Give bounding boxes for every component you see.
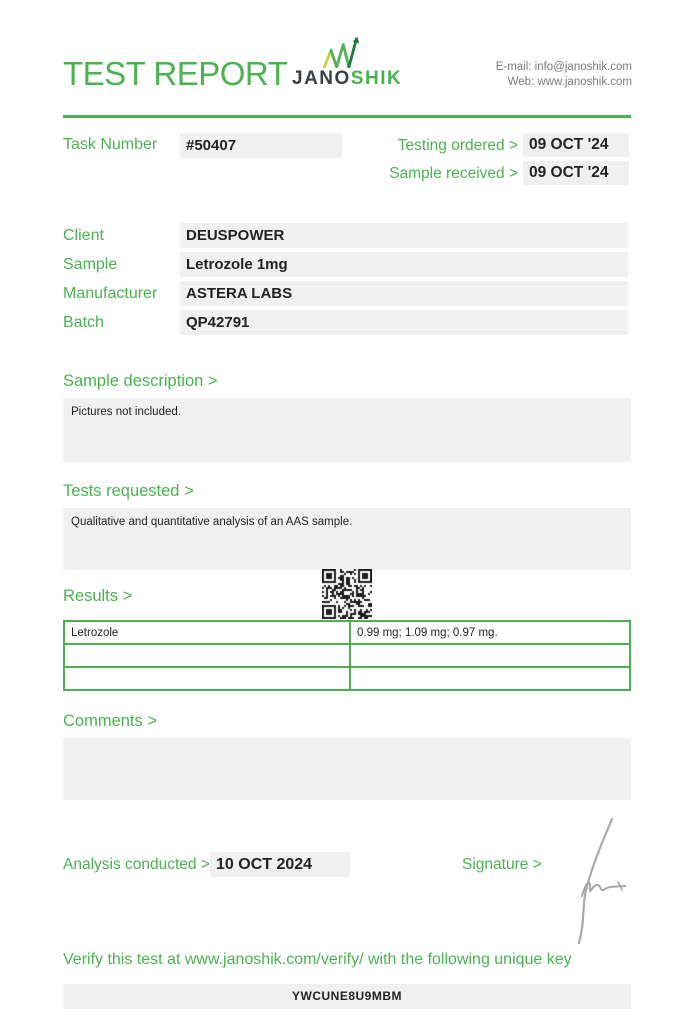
- batch-value: QP42791: [186, 314, 250, 331]
- result-substance: [64, 667, 350, 690]
- trending-chart-icon: [320, 36, 374, 68]
- task-number-field: [180, 133, 342, 158]
- table-row: [64, 667, 630, 690]
- analysis-date-field: [210, 852, 350, 877]
- client-field: [180, 223, 628, 248]
- tests-requested-heading: Tests requested >: [63, 482, 194, 500]
- analysis-date-value: 10 OCT 2024: [216, 856, 313, 873]
- result-value: [350, 667, 630, 690]
- manufacturer-value: ASTERA LABS: [186, 285, 293, 302]
- sample-field: [180, 252, 628, 277]
- manufacturer-label: Manufacturer: [63, 285, 158, 302]
- brand-jano: JANO: [292, 68, 351, 89]
- result-substance: Letrozole: [64, 621, 350, 644]
- comments-text: [63, 738, 631, 752]
- verify-instruction: Verify this test at www.janoshik.com/verify/ with the following unique key: [63, 951, 572, 968]
- brand-logo: [292, 36, 402, 90]
- signature-scribble-icon: [552, 816, 640, 946]
- testing-ordered-label: Testing ordered >: [397, 137, 518, 154]
- results-heading: Results >: [63, 587, 133, 605]
- page-title: TEST REPORT: [63, 55, 288, 92]
- results-table: [63, 620, 631, 691]
- signature-label: Signature >: [462, 856, 542, 873]
- testing-ordered-field: [523, 133, 629, 157]
- sample-description-box: [63, 398, 631, 462]
- tests-requested-text: Qualitative and quantitative analysis of an AAS sample.: [71, 516, 353, 528]
- sample-received-label: Sample received >: [389, 165, 518, 182]
- sample-description-heading: Sample description >: [63, 372, 218, 390]
- result-substance: [64, 644, 350, 667]
- header-divider: [63, 115, 631, 118]
- tests-requested-box: [63, 508, 631, 570]
- unique-key-value: YWCUNE8U9MBM: [291, 989, 402, 1003]
- contact-web: Web: www.janoshik.com: [507, 76, 632, 88]
- sample-label: Sample: [63, 256, 118, 273]
- comments-heading: Comments >: [63, 712, 157, 730]
- unique-key-bar: [63, 984, 631, 1009]
- qr-code: [322, 569, 372, 619]
- brand-wordmark: [292, 68, 402, 90]
- sample-received-value: 09 OCT '24: [529, 164, 609, 181]
- table-row: [64, 621, 630, 644]
- testing-ordered-value: 09 OCT '24: [529, 136, 609, 153]
- table-row: [64, 644, 630, 667]
- task-number-label: Task Number: [63, 136, 158, 153]
- sample-value: Letrozole 1mg: [186, 256, 288, 273]
- result-value: 0.99 mg; 1.09 mg; 0.97 mg.: [350, 621, 630, 644]
- sample-description-text: Pictures not included.: [71, 406, 181, 418]
- manufacturer-field: [180, 281, 628, 306]
- analysis-conducted-label: Analysis conducted >: [63, 856, 210, 873]
- task-number-value: #50407: [186, 137, 237, 154]
- sample-received-field: [523, 161, 629, 185]
- batch-label: Batch: [63, 314, 104, 331]
- contact-email: E-mail: info@janoshik.com: [495, 61, 632, 73]
- comments-box: [63, 738, 631, 800]
- client-label: Client: [63, 227, 104, 244]
- client-value: DEUSPOWER: [186, 227, 285, 244]
- result-value: [350, 644, 630, 667]
- brand-shik: SHIK: [350, 68, 403, 89]
- batch-field: [180, 310, 628, 335]
- contact-block: [496, 60, 632, 90]
